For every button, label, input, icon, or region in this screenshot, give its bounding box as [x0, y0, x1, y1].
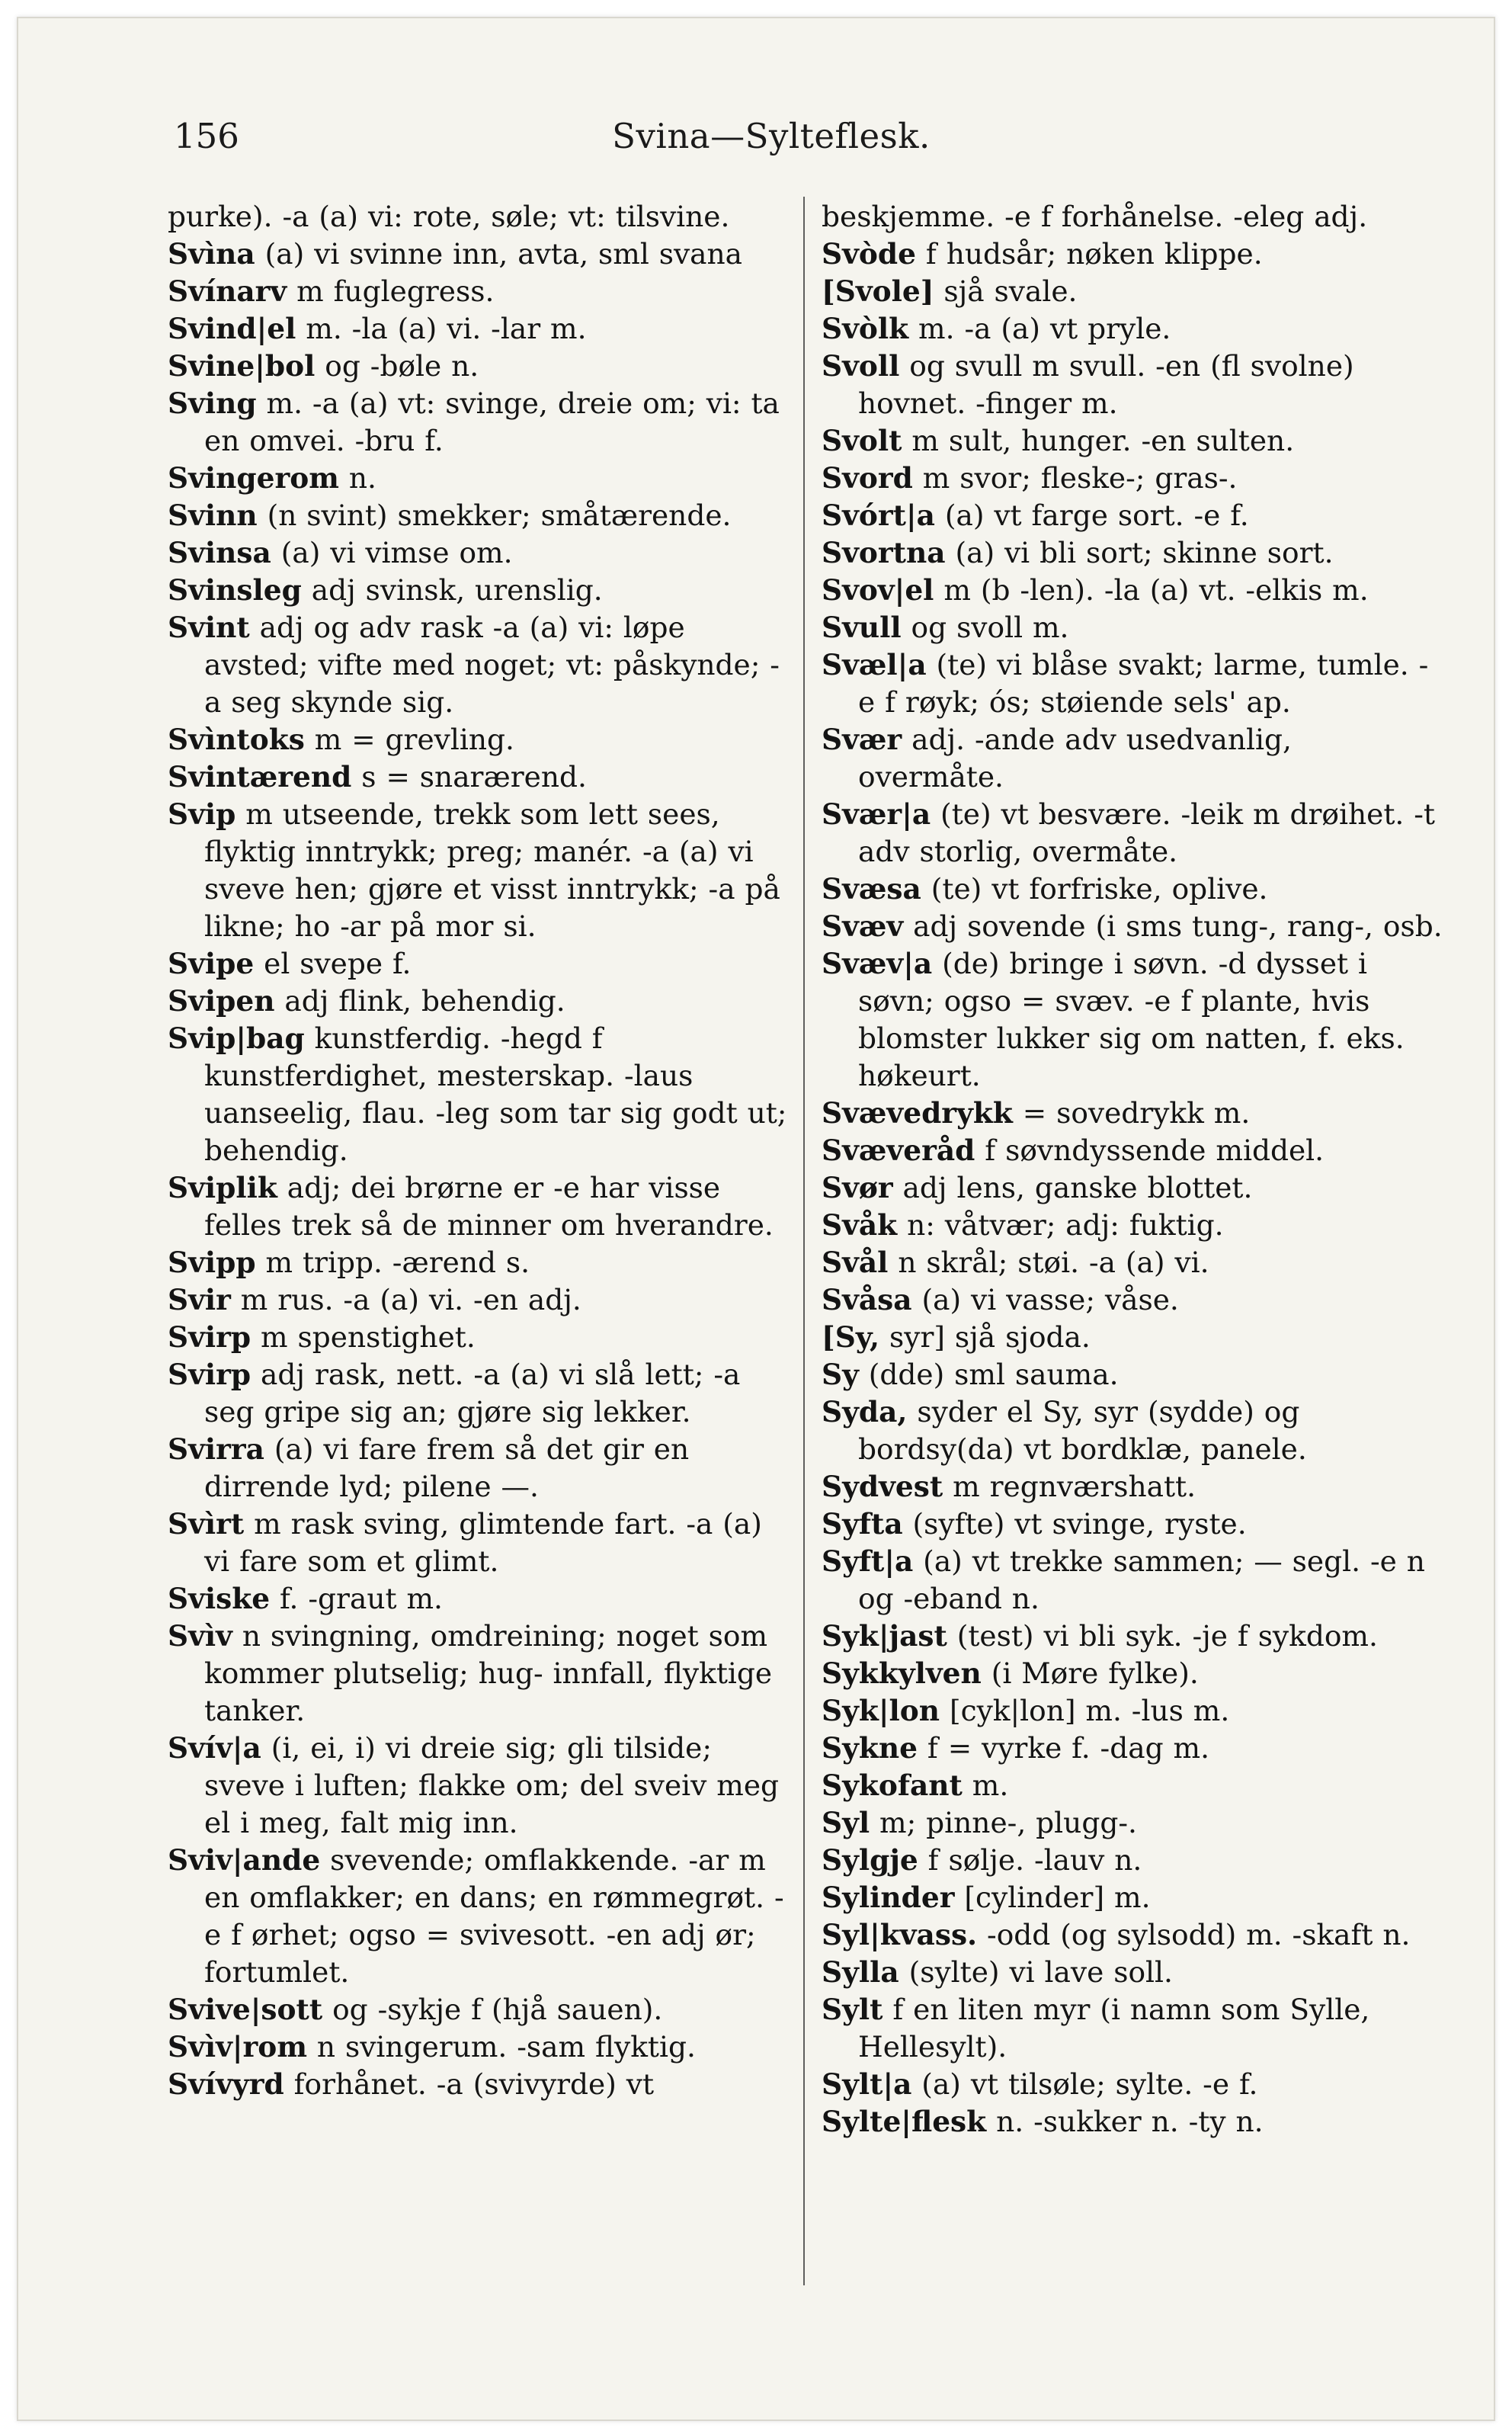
dictionary-entry: Syl m; pinne-, plugg-.	[822, 1806, 1137, 1839]
dictionary-entry: Svæsa (te) vt forfriske, oplive.	[822, 872, 1268, 906]
dictionary-entry: Sylte|flesk n. -sukker n. -ty n.	[822, 2105, 1264, 2138]
dictionary-entry: Svìna (a) vi svinne inn, avta, sml svana	[168, 237, 743, 271]
dictionary-entry: Svævedrykk = sovedrykk m.	[822, 1096, 1251, 1130]
left-column	[168, 198, 790, 2103]
dictionary-entry: Svìrt m rask sving, glimtende fart. -a (a) vi fare som et glimt.	[168, 1507, 762, 1578]
dictionary-entry: Syfta (syfte) vt svinge, ryste.	[822, 1507, 1247, 1541]
dictionary-entry: Svortna (a) vi bli sort; skinne sort.	[822, 536, 1334, 569]
dictionary-entry: Svir m rus. -a (a) vi. -en adj.	[168, 1283, 581, 1316]
dictionary-entry: Svòlk m. -a (a) vt pryle.	[822, 312, 1171, 345]
dictionary-entry: Svingerom n.	[168, 461, 376, 495]
dictionary-entry: Svær|a (te) vt besvære. -leik m drøihet. -t adv storlig, overmåte.	[822, 797, 1435, 868]
dictionary-entry: Svipp m tripp. -ærend s.	[168, 1246, 530, 1279]
running-head: Svina—Sylteflesk.	[612, 116, 931, 156]
dictionary-entry: Sykofant m.	[822, 1769, 1009, 1802]
dictionary-entry: Syda, syder el Sy, syr (sydde) og bordsy(da) vt bordklæ, panele.	[822, 1395, 1307, 1466]
dictionary-entry: Svoll og svull m svull. -en (fl svolne) hovnet. -finger m.	[822, 349, 1354, 420]
dictionary-entry: Svord m svor; fleske-; gras-.	[822, 461, 1238, 495]
dictionary-entry: Svìv n svingning, omdreining; noget som kommer plutselig; hug- innfall, flyktige tanker.	[168, 1619, 773, 1727]
dictionary-entry: Svinsa (a) vi vimse om.	[168, 536, 513, 569]
dictionary-entry: Svìv|rom n svingerum. -sam flyktig.	[168, 2030, 696, 2064]
dictionary-entry: Sylt f en liten myr (i namn som Sylle, Hellesylt).	[822, 1993, 1370, 2064]
dictionary-entry: Svipen adj flink, behendig.	[168, 984, 565, 1018]
dictionary-entry: Svip m utseende, trekk som lett sees, flyktig inntrykk; preg; manér. -a (a) vi sveve hen; gjøre et visst inntrykk; -a på likne; ho -ar på mor si.	[168, 797, 780, 943]
dictionary-entry: Sylgje f sølje. -lauv n.	[822, 1843, 1142, 1877]
dictionary-entry: purke). -a (a) vi: rote, søle; vt: tilsvine.	[168, 200, 730, 233]
dictionary-entry: Svòde f hudsår; nøken klippe.	[822, 237, 1263, 271]
dictionary-entry: Svæv|a (de) bringe i søvn. -d dysset i søvn; ogso = svæv. -e f plante, hvis blomster lukker sig om natten, f. eks. høkeurt.	[822, 947, 1405, 1092]
dictionary-entry: Sykkylven (i Møre fylke).	[822, 1656, 1199, 1690]
dictionary-entry: Svórt|a (a) vt farge sort. -e f.	[822, 499, 1249, 532]
dictionary-entry: Syk|lon [cyk|lon] m. -lus m.	[822, 1694, 1230, 1727]
dictionary-entry: Syft|a (a) vt trekke sammen; — segl. -e n og -eband n.	[822, 1544, 1425, 1615]
dictionary-entry: Svåsa (a) vi vasse; våse.	[822, 1283, 1179, 1316]
dictionary-entry: Sviske f. -graut m.	[168, 1582, 443, 1615]
dictionary-entry: Svæl|a (te) vi blåse svakt; larme, tumle. -e f røyk; ós; støiende sels' ap.	[822, 648, 1429, 719]
dictionary-entry: Svinsleg adj svinsk, urenslig.	[168, 573, 603, 607]
dictionary-entry: Svolt m sult, hunger. -en sulten.	[822, 424, 1295, 457]
dictionary-entry: Svull og svoll m.	[822, 611, 1069, 644]
dictionary-entry: Sviv|ande svevende; omflakkende. -ar m en omflakker; en dans; en rømmegrøt. -e f ørhet; ogso = svivesott. -en adj ør; fortumlet.	[168, 1843, 784, 1989]
dictionary-entry: Svirra (a) vi fare frem så det gir en dirrende lyd; pilene —.	[168, 1432, 690, 1503]
dictionary-entry: Svirp m spenstighet.	[168, 1320, 476, 1354]
dictionary-entry: Svær adj. -ande adv usedvanlig, overmåte.	[822, 723, 1292, 794]
dictionary-entry: Svipe el svepe f.	[168, 947, 412, 980]
dictionary-entry: Sydvest m regnværshatt.	[822, 1470, 1196, 1503]
dictionary-entry: Svip|bag kunstferdig. -hegd f kunstferdighet, mesterskap. -laus uanseelig, flau. -leg som tar sig godt ut; behendig.	[168, 1021, 787, 1167]
dictionary-entry: Svind|el m. -la (a) vi. -lar m.	[168, 312, 587, 345]
dictionary-entry: Sykne f = vyrke f. -dag m.	[822, 1731, 1209, 1765]
dictionary-entry: Svør adj lens, ganske blottet.	[822, 1171, 1253, 1204]
dictionary-entry: Svív|a (i, ei, i) vi dreie sig; gli tilside; sveve i luften; flakke om; del sveiv meg el i meg, falt mig inn.	[168, 1731, 780, 1839]
dictionary-entry: Syk|jast (test) vi bli syk. -je f sykdom.	[822, 1619, 1378, 1653]
dictionary-entry: Svine|bol og -bøle n.	[168, 349, 479, 383]
column-divider	[803, 197, 805, 2285]
page-number: 156	[174, 116, 239, 156]
right-column	[822, 198, 1443, 2141]
dictionary-entry: Svirp adj rask, nett. -a (a) vi slå lett; -a seg gripe sig an; gjøre sig lekker.	[168, 1358, 741, 1429]
dictionary-entry: Svål n skrål; støi. -a (a) vi.	[822, 1246, 1209, 1279]
dictionary-entry: Sy (dde) sml sauma.	[822, 1358, 1119, 1391]
dictionary-entry: Svæv adj sovende (i sms tung-, rang-, osb.	[822, 909, 1443, 943]
dictionary-entry: Sving m. -a (a) vt: svinge, dreie om; vi: ta en omvei. -bru f.	[168, 386, 780, 457]
dictionary-entry: [Sy, syr] sjå sjoda.	[822, 1320, 1091, 1354]
dictionary-entry: Svívyrd forhånet. -a (svivyrde) vt	[168, 2067, 655, 2101]
dictionary-entry: Sylla (sylte) vi lave soll.	[822, 1955, 1173, 1989]
dictionary-entry: Svov|el m (b -len). -la (a) vt. -elkis m.	[822, 573, 1369, 607]
dictionary-entry: Sylinder [cylinder] m.	[822, 1881, 1151, 1914]
dictionary-entry: Svìntoks m = grevling.	[168, 723, 514, 756]
dictionary-page	[17, 17, 1495, 2421]
dictionary-entry: Svint adj og adv rask -a (a) vi: løpe avsted; vifte med noget; vt: påskynde; -a seg skynde sig.	[168, 611, 780, 719]
dictionary-entry: Svåk n: våtvær; adj: fuktig.	[822, 1208, 1224, 1242]
dictionary-entry: [Svole] sjå svale.	[822, 274, 1078, 308]
dictionary-entry: Sviplik adj; dei brørne er -e har visse felles trek så de minner om hverandre.	[168, 1171, 774, 1242]
dictionary-entry: beskjemme. -e f forhånelse. -eleg adj.	[822, 200, 1368, 233]
dictionary-entry: Syl|kvass. -odd (og sylsodd) m. -skaft n.	[822, 1918, 1411, 1951]
dictionary-entry: Svæveråd f søvndyssende middel.	[822, 1134, 1325, 1167]
dictionary-entry: Sylt|a (a) vt tilsøle; sylte. -e f.	[822, 2067, 1258, 2101]
dictionary-entry: Svinn (n svint) smekker; småtærende.	[168, 499, 732, 532]
dictionary-entry: Svínarv m fuglegress.	[168, 274, 495, 308]
dictionary-entry: Svive|sott og -sykje f (hjå sauen).	[168, 1993, 663, 2026]
dictionary-entry: Svintærend s = snarærend.	[168, 760, 587, 794]
